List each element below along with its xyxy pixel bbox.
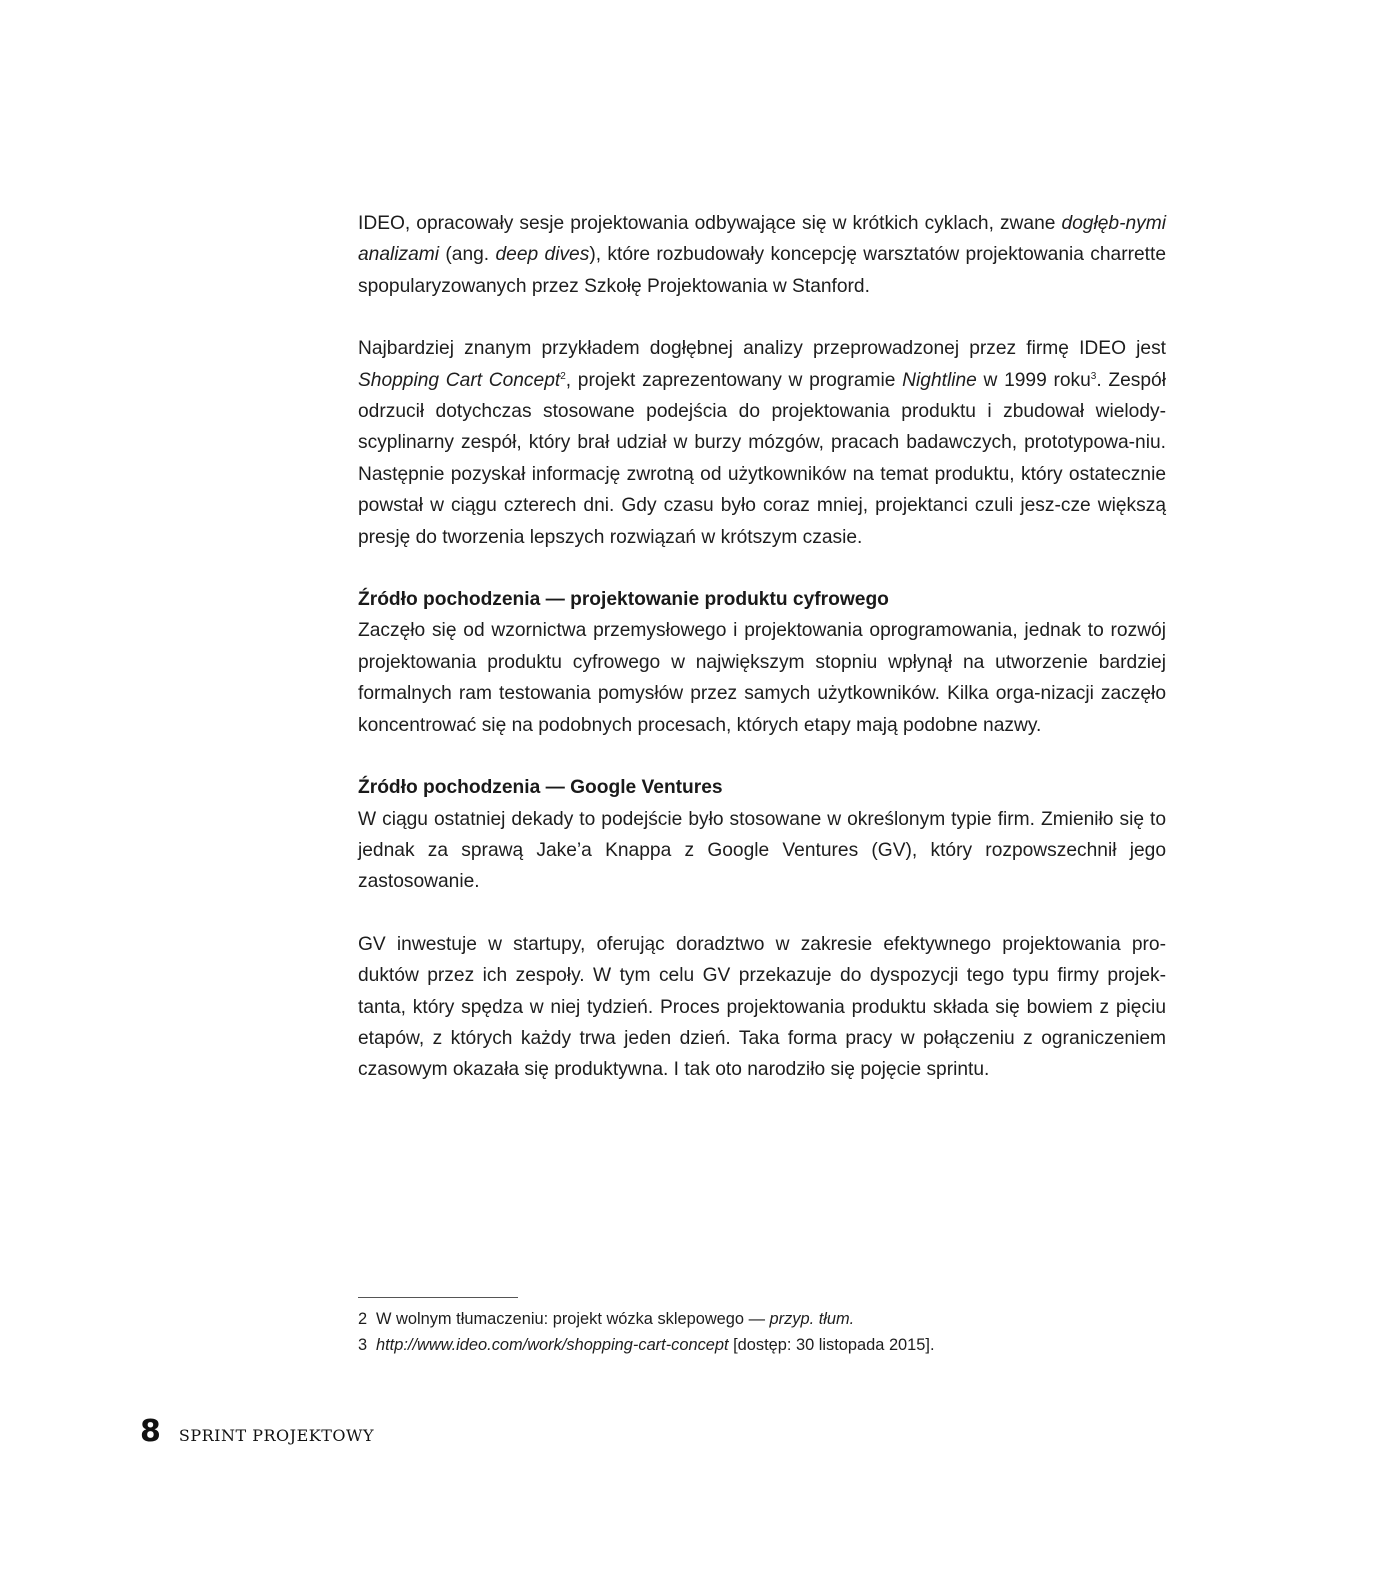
section-heading: Źródło pochodzenia — Google Ventures <box>358 777 723 799</box>
italic-term: deep dives <box>495 244 590 266</box>
text-run: w 1999 roku <box>976 369 1091 391</box>
text-run: IDEO, opracowały sesje projektowania odbywające się w krótkich cyklach, zwane <box>358 213 1062 234</box>
paragraph-4: W ciągu ostatniej dekady to podejście było stosowane w określonym typie firm. Zmieniło się to jednak za sprawą Jake’a Knappa z Google Ventures (GV), który rozpowszechnił jego zastosowanie. <box>358 808 1166 893</box>
footnote-divider <box>358 1297 518 1298</box>
main-text <box>358 208 1166 1086</box>
paragraph-5: GV inwestuje w startupy, oferując doradztwo w zakresie efektywnego projektowania pro-duktów przez ich zespoły. W tym celu GV przekazuje do dyspozycji tego typu firmy projek-tanta, który spędza w niej tydzień. Proces projektowania produktu składa się bowiem z pięciu etapów, z których każdy trwa jeden dzień. Taka forma pracy w połączeniu z ograniczeniem czasowym okazała się produktywna. I tak oto narodziło się pojęcie sprintu. <box>358 933 1166 1081</box>
footnote-text: [dostęp: 30 listopada 2015]. <box>728 1336 935 1354</box>
footnote-number: 2 <box>358 1310 368 1328</box>
italic-term: Nightline <box>902 369 977 391</box>
page-number: 8 <box>140 1414 161 1449</box>
text-run: , projekt zaprezentowany w programie <box>565 369 903 391</box>
footnote-2 <box>358 1306 1166 1332</box>
text-run: (ang. <box>439 244 496 266</box>
paragraph-3: Zaczęło się od wzornictwa przemysłowego i projektowania oprogramowania, jednak to rozwój projektowania produktu cyfrowego w największym stopniu wpłynął na utworzenie bardziej formalnych ram testowania pomysłów przez samych użytkowników. Kilka orga-nizacji zaczęło koncentrować się na podobnych procesach, których etapy mają podobne nazwy. <box>358 620 1166 736</box>
italic-term: dogłęb-nymi analizami <box>358 213 1166 266</box>
text-run: Najbardziej znanym przykładem dogłębnej analizy przeprowadzonej przez firmę IDEO jest <box>358 338 1166 360</box>
footnotes <box>358 1306 1166 1358</box>
paragraph-1 <box>358 208 1166 302</box>
footnote-number: 3 <box>358 1336 368 1354</box>
page-footer <box>140 1414 374 1454</box>
footnote-ref: 3 <box>1090 370 1097 382</box>
footnote-3 <box>358 1332 1166 1358</box>
paragraph-2 <box>358 333 1166 553</box>
running-title: SPRINT PROJEKTOWY <box>178 1426 374 1445</box>
footnote-ref: 2 <box>560 370 566 382</box>
section-heading: Źródło pochodzenia — projektowanie produktu cyfrowego <box>358 589 889 611</box>
footnote-italic: przyp. tłum. <box>769 1310 855 1328</box>
footnote-link[interactable]: http://www.ideo.com/work/shopping-cart-concept <box>376 1336 729 1354</box>
italic-term: Shopping Cart Concept <box>358 369 561 391</box>
text-run: ), które rozbudowały koncepcję warsztatów projektowania charrette spopularyzowanych przez Szkołę Projektowania w Stanford. <box>358 244 1166 297</box>
text-run: . Zespół odrzucił dotychczas stosowane podejścia do projektowania produktu i zbudował wielody-scyplinarny zespół, który brał udział w burzy mózgów, pracach badawczych, prototypowa-niu. Następnie pozyskał informację zwrotną od użytkowników na temat produktu, który ostatecznie powstał w ciągu czterech dni. Gdy czasu było coraz mniej, projektanci czuli jesz-cze większą presję do tworzenia lepszych rozwiązań w krótszym czasie. <box>358 369 1166 548</box>
footnote-text: W wolnym tłumaczeniu: projekt wózka sklepowego — <box>376 1310 770 1328</box>
